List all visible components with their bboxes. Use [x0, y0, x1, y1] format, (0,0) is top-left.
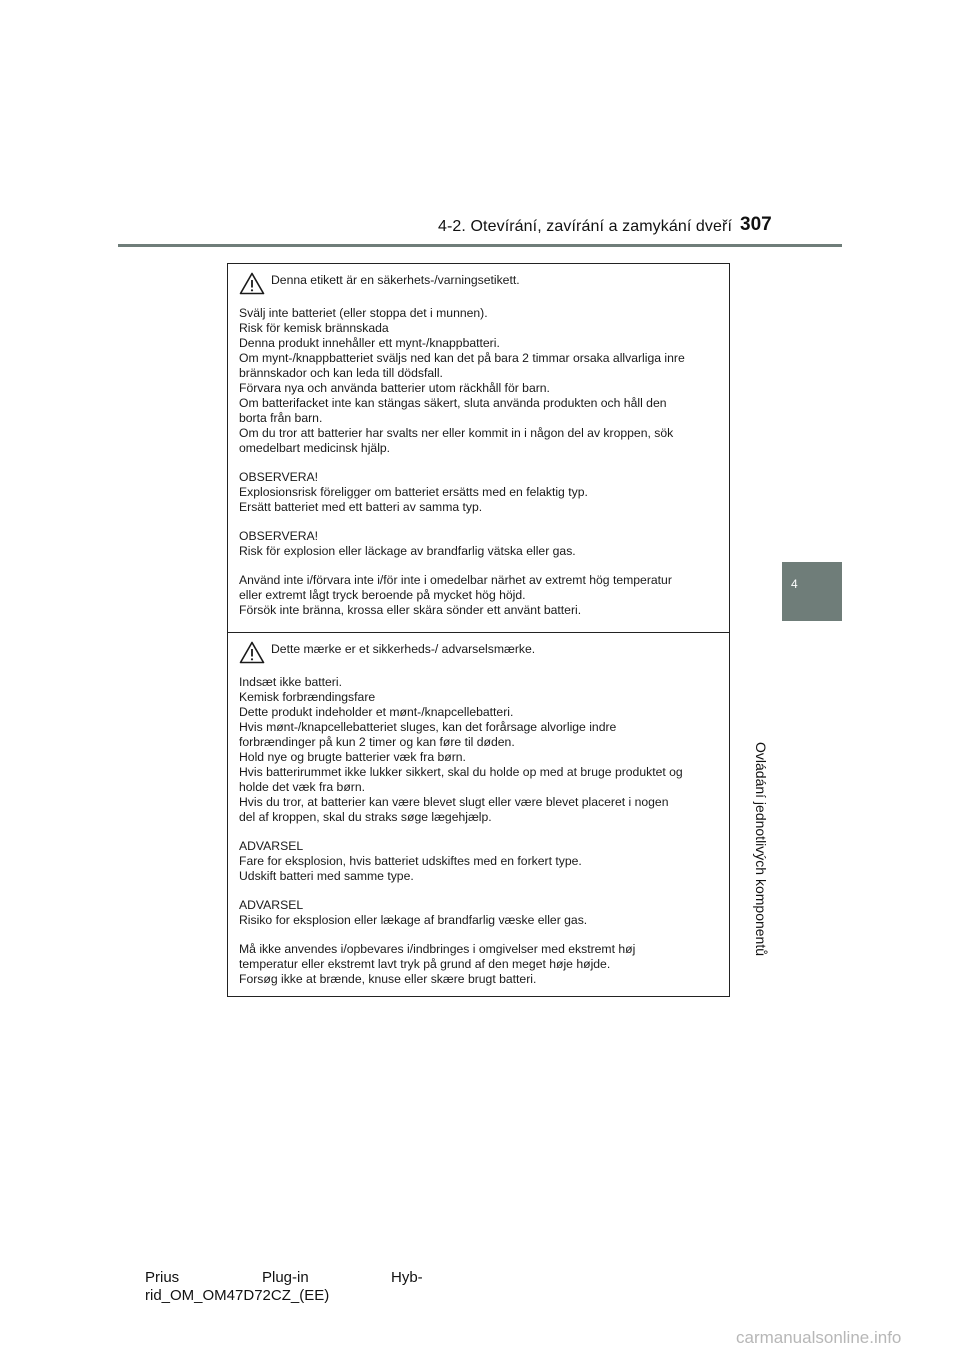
label-line: omedelbart medicinsk hjälp. — [239, 441, 391, 455]
label-line: eller extremt lågt tryck beroende på mycket hög höjd. — [239, 588, 526, 602]
danish-paragraph — [239, 675, 721, 825]
label-line: OBSERVERA! — [239, 470, 319, 484]
swedish-paragraph — [239, 529, 721, 559]
swedish-paragraph — [239, 470, 721, 515]
label-line: Hold nye og brugte batterier væk fra børn. — [239, 750, 466, 764]
label-line: borta från barn. — [239, 411, 323, 425]
chapter-tab — [782, 562, 842, 621]
label-line: Om mynt-/knappbatteriet sväljs ned kan det på bara 2 timmar orsaka allvarliga inre — [239, 351, 685, 365]
label-line: Må ikke anvendes i/opbevares i/indbringes i omgivelser med ekstremt høj — [239, 942, 636, 956]
chapter-title: Ovládání jednotlivých komponentů — [753, 742, 769, 957]
warning-triangle-icon — [239, 641, 265, 664]
swedish-label-panel — [239, 272, 721, 632]
label-line: Hvis du tror, at batterier kan være blevet slugt eller være blevet placeret i nogen — [239, 795, 669, 809]
label-line: OBSERVERA! — [239, 529, 319, 543]
swedish-paragraph — [239, 573, 721, 618]
label-line: del af kroppen, skal du straks søge lægehjælp. — [239, 810, 492, 824]
label-line: holde det væk fra børn. — [239, 780, 365, 794]
watermark: carmanualsonline.info — [736, 1328, 902, 1347]
chapter-number: 4 — [791, 577, 798, 591]
label-line: Om batterifacket inte kan stängas säkert, sluta använda produkten och håll den — [239, 396, 667, 410]
label-line: brännskador och kan leda till dödsfall. — [239, 366, 443, 380]
label-line: Dette produkt indeholder et mønt-/knapcellebatteri. — [239, 705, 514, 719]
header-divider — [118, 244, 842, 247]
swedish-warning-heading — [239, 272, 721, 296]
label-divider — [228, 632, 729, 633]
label-line: Om du tror att batterier har svalts ner eller kommit in i någon del av kroppen, sök — [239, 426, 674, 440]
label-line: Risiko for eksplosion eller lækage af brandfarlig væske eller gas. — [239, 913, 588, 927]
swedish-warning-title: Denna etikett är en säkerhets-/varningsetikett. — [271, 273, 520, 287]
danish-label-panel — [239, 641, 721, 1001]
label-line: Hvis batterirummet ikke lukker sikkert, skal du holde op med at bruge produktet og — [239, 765, 683, 779]
footer-word: Plug-in — [262, 1269, 309, 1286]
label-line: ADVARSEL — [239, 898, 304, 912]
label-line: Använd inte i/förvara inte i/för inte i omedelbar närhet av extremt hög temperatur — [239, 573, 672, 587]
label-line: Risk för explosion eller läckage av brandfarlig vätska eller gas. — [239, 544, 576, 558]
danish-warning-title: Dette mærke er et sikkerheds-/ advarselsmærke. — [271, 642, 536, 656]
label-line: Förvara nya och använda batterier utom räckhåll för barn. — [239, 381, 550, 395]
label-line: Explosionsrisk föreligger om batteriet ersätts med en felaktig typ. — [239, 485, 588, 499]
label-line: Indsæt ikke batteri. — [239, 675, 342, 689]
label-line: Kemisk forbrændingsfare — [239, 690, 376, 704]
warning-triangle-icon — [239, 272, 265, 295]
battery-warning-label — [227, 263, 730, 997]
label-line: Risk för kemisk brännskada — [239, 321, 389, 335]
label-line: Udskift batteri med samme type. — [239, 869, 414, 883]
label-line: forbrændinger på kun 2 timer og kan føre til døden. — [239, 735, 515, 749]
footer-word: Prius — [145, 1269, 180, 1286]
danish-warning-heading — [239, 641, 721, 665]
label-line: Forsøg ikke at brænde, knuse eller skære brugt batteri. — [239, 972, 537, 986]
danish-paragraph — [239, 839, 721, 884]
swedish-paragraph — [239, 306, 721, 456]
label-line: Svälj inte batteriet (eller stoppa det i munnen). — [239, 306, 488, 320]
label-line: Ersätt batteriet med ett batteri av samma typ. — [239, 500, 483, 514]
label-line: ADVARSEL — [239, 839, 304, 853]
label-line: Fare for eksplosion, hvis batteriet udskiftes med en forkert type. — [239, 854, 582, 868]
footer-word: Hyb- — [391, 1269, 423, 1286]
section-title: 4-2. Otevírání, zavírání a zamykání dveří — [438, 218, 732, 235]
page-number: 307 — [740, 214, 772, 235]
label-line: Försök inte bränna, krossa eller skära sönder ett använt batteri. — [239, 603, 582, 617]
label-line: Denna produkt innehåller ett mynt-/knappbatteri. — [239, 336, 500, 350]
label-line: temperatur eller ekstremt lavt tryk på grund af den meget høje højde. — [239, 957, 611, 971]
label-line: Hvis mønt-/knapcellebatteriet sluges, kan det forårsage alvorlige indre — [239, 720, 617, 734]
danish-paragraph — [239, 942, 721, 987]
danish-paragraph — [239, 898, 721, 928]
footer-document-id: rid_OM_OM47D72CZ_(EE) — [145, 1287, 330, 1304]
